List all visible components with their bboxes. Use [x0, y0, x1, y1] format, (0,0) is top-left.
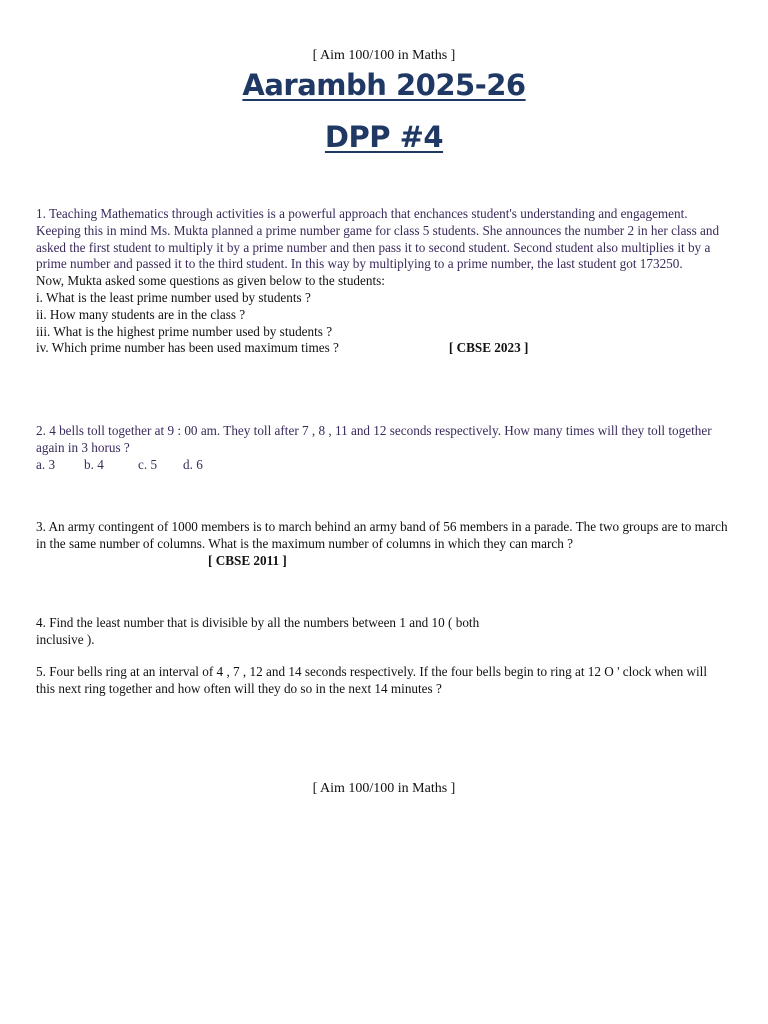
question-3-source-tag: [ CBSE 2011 ] — [208, 552, 287, 568]
document-title: Aarambh 2025-26 — [242, 68, 526, 102]
question-1-source-tag: [ CBSE 2023 ] — [448, 340, 529, 356]
header-tagline: [ Aim 100/100 in Maths ] — [312, 48, 456, 63]
question-3 — [36, 519, 728, 569]
question-5 — [36, 664, 728, 698]
question-5-text: 5. Four bells ring at an interval of 4 , 7 , 12 and 14 seconds respectively. If the four bells begin to ring at 12 O ' clock when will this next ring together and how often will they do so in the next 14 minutes ? — [36, 664, 707, 696]
question-1-intro: 1. Teaching Mathematics through activities is a powerful approach that enchances student's understanding and engagement. Keeping this in mind Ms. Mukta planned a prime number game for class 5 students. She announces the number 2 in her class and asked the first student to multiply it by a prime number and then pass it to second student. Second student also multiplies it by a prime number and passed it to the third student. In this way by multiplying to a prime number, the last student got 173250. — [36, 206, 720, 272]
question-2-option-d: d. 6 — [183, 456, 203, 472]
question-1 — [36, 206, 728, 357]
question-1-part-iv-row — [36, 340, 728, 357]
question-2 — [36, 423, 728, 473]
question-3-text: 3. An army contingent of 1000 members is to march behind an army band of 56 members in a parade. The two groups are to march in the same number of columns. What is the maximum number of columns in which they can march ? — [36, 519, 728, 551]
document-subtitle: DPP #4 — [324, 120, 444, 154]
question-2-text: 2. 4 bells toll together at 9 : 00 am. They toll after 7 , 8 , 11 and 12 seconds respectively. How many times will they toll together again in 3 horus ? — [36, 423, 712, 455]
question-2-options — [36, 457, 728, 474]
question-2-option-a: a. 3 — [36, 456, 56, 472]
question-1-part-iv: iv. Which prime number has been used maximum times ? — [36, 340, 339, 356]
question-2-option-b: b. 4 — [84, 456, 104, 472]
footer-tagline: [ Aim 100/100 in Maths ] — [312, 781, 456, 796]
question-1-part-i: i. What is the least prime number used by students ? — [36, 289, 311, 305]
question-1-lead: Now, Mukta asked some questions as given below to the students: — [36, 273, 385, 289]
question-4-line-1: 4. Find the least number that is divisible by all the numbers between 1 and 10 ( both — [36, 615, 480, 630]
question-1-part-ii: ii. How many students are in the class ? — [36, 306, 246, 322]
question-4-line-2: inclusive ). — [36, 631, 95, 647]
question-1-part-iii: iii. What is the highest prime number used by students ? — [36, 323, 333, 339]
question-2-option-c: c. 5 — [138, 456, 158, 472]
question-4 — [36, 615, 728, 649]
